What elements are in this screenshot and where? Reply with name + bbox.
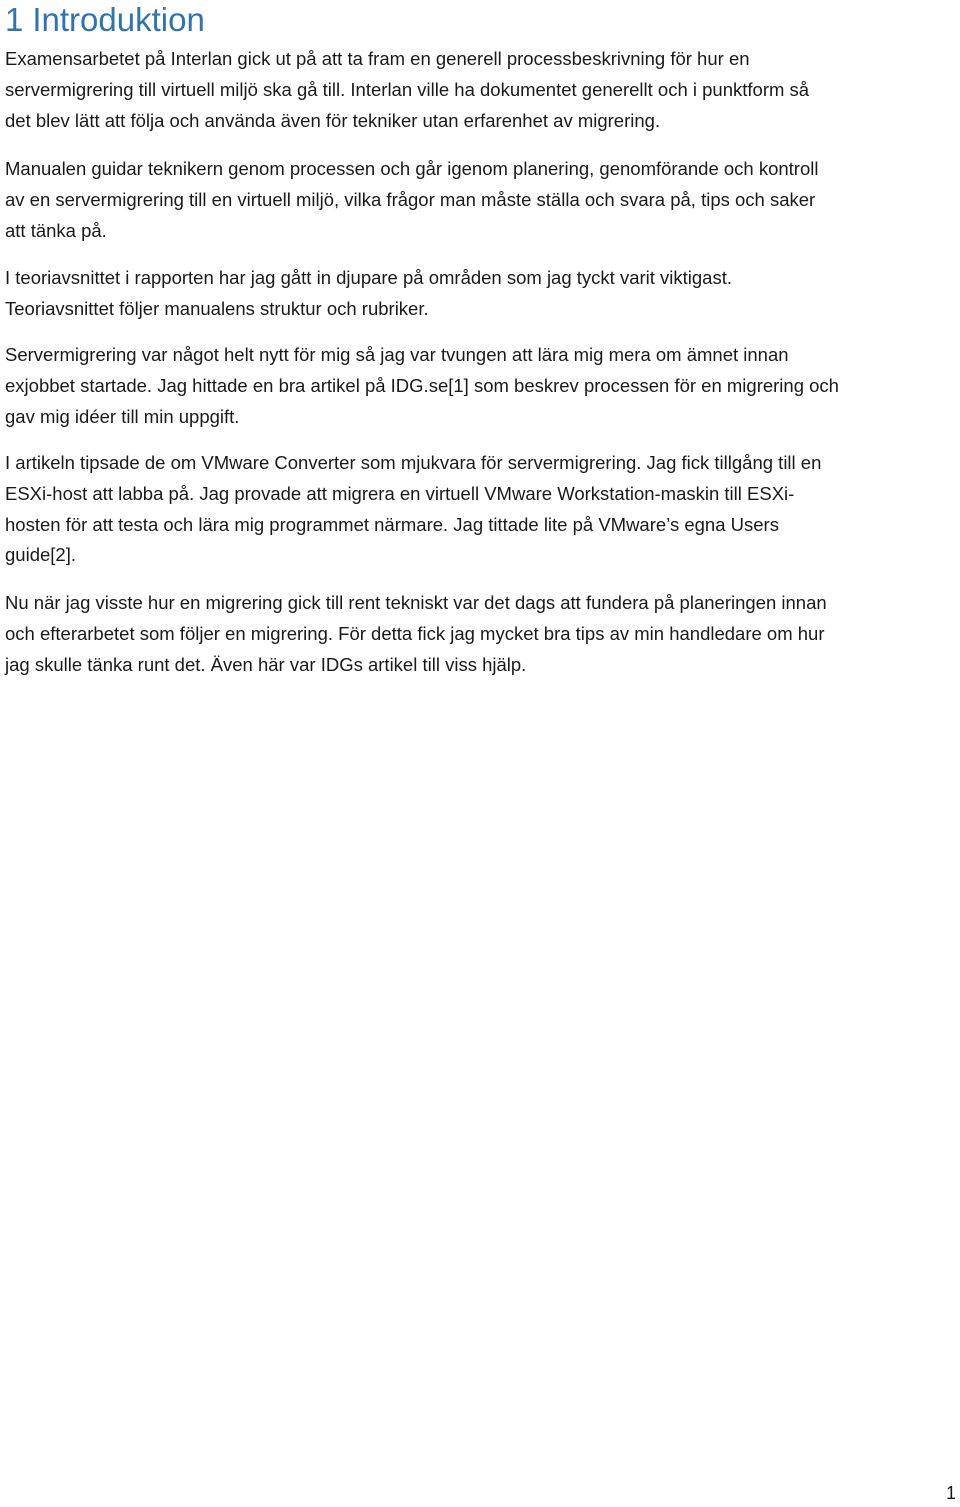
paragraph-vmware	[5, 448, 821, 571]
paragraph-line: I teoriavsnittet i rapporten har jag gått in djupare på områden som jag tyckt varit viktigast.	[5, 267, 733, 288]
paragraph-line: Manualen guidar teknikern genom processen och går igenom planering, genomförande och kontroll	[5, 158, 819, 179]
paragraph-line: av en servermigrering till en virtuell miljö, vilka frågor man måste ställa och svara på, tips och saker	[5, 188, 816, 210]
paragraph-line: Teoriavsnittet följer manualens struktur och rubriker.	[5, 297, 429, 319]
paragraph-line: det blev lätt att följa och använda även för tekniker utan erfarenhet av migrering.	[5, 109, 661, 131]
paragraph-line: och efterarbetet som följer en migrering. För detta fick jag mycket bra tips av min handledare om hur	[5, 622, 825, 644]
paragraph-intro	[5, 44, 809, 136]
paragraph-line: Nu när jag visste hur en migrering gick till rent tekniskt var det dags att fundera på planeringen innan	[5, 592, 827, 613]
paragraph-line: I artikeln tipsade de om VMware Converter som mjukvara för servermigrering. Jag fick tillgång till en	[5, 452, 822, 473]
paragraph-line: guide[2].	[5, 544, 76, 566]
section-title: Introduktion	[32, 1, 205, 38]
paragraph-line: exjobbet startade. Jag hittade en bra artikel på IDG.se[1] som beskrev processen för en migrering och	[5, 374, 839, 396]
paragraph-line: Examensarbetet på Interlan gick ut på att ta fram en generell processbeskrivning för hur en	[5, 48, 750, 69]
paragraph-line: hosten för att testa och lära mig programmet närmare. Jag tittade lite på VMware’s egna Users	[5, 513, 779, 535]
paragraph-servermigration	[5, 340, 839, 432]
paragraph-line: Servermigrering var något helt nytt för mig så jag var tvungen att lära mig mera om ämnet innan	[5, 344, 789, 365]
paragraph-line: gav mig idéer till min uppgift.	[5, 405, 240, 427]
paragraph-line: ESXi-host att labba på. Jag provade att migrera en virtuell VMware Workstation-maskin till ESXi-	[5, 482, 795, 504]
section-number: 1	[5, 1, 24, 38]
paragraph-line: att tänka på.	[5, 219, 107, 241]
paragraph-planning	[5, 588, 827, 680]
page-number: 1	[945, 1483, 956, 1503]
paragraph-manual	[5, 154, 818, 246]
paragraph-line: servermigrering till virtuell miljö ska gå till. Interlan ville ha dokumentet generellt och i punktform så	[5, 78, 810, 100]
paragraph-theory	[5, 263, 732, 325]
paragraph-line: jag skulle tänka runt det. Även här var IDGs artikel till viss hjälp.	[5, 653, 527, 675]
section-heading	[5, 0, 205, 40]
